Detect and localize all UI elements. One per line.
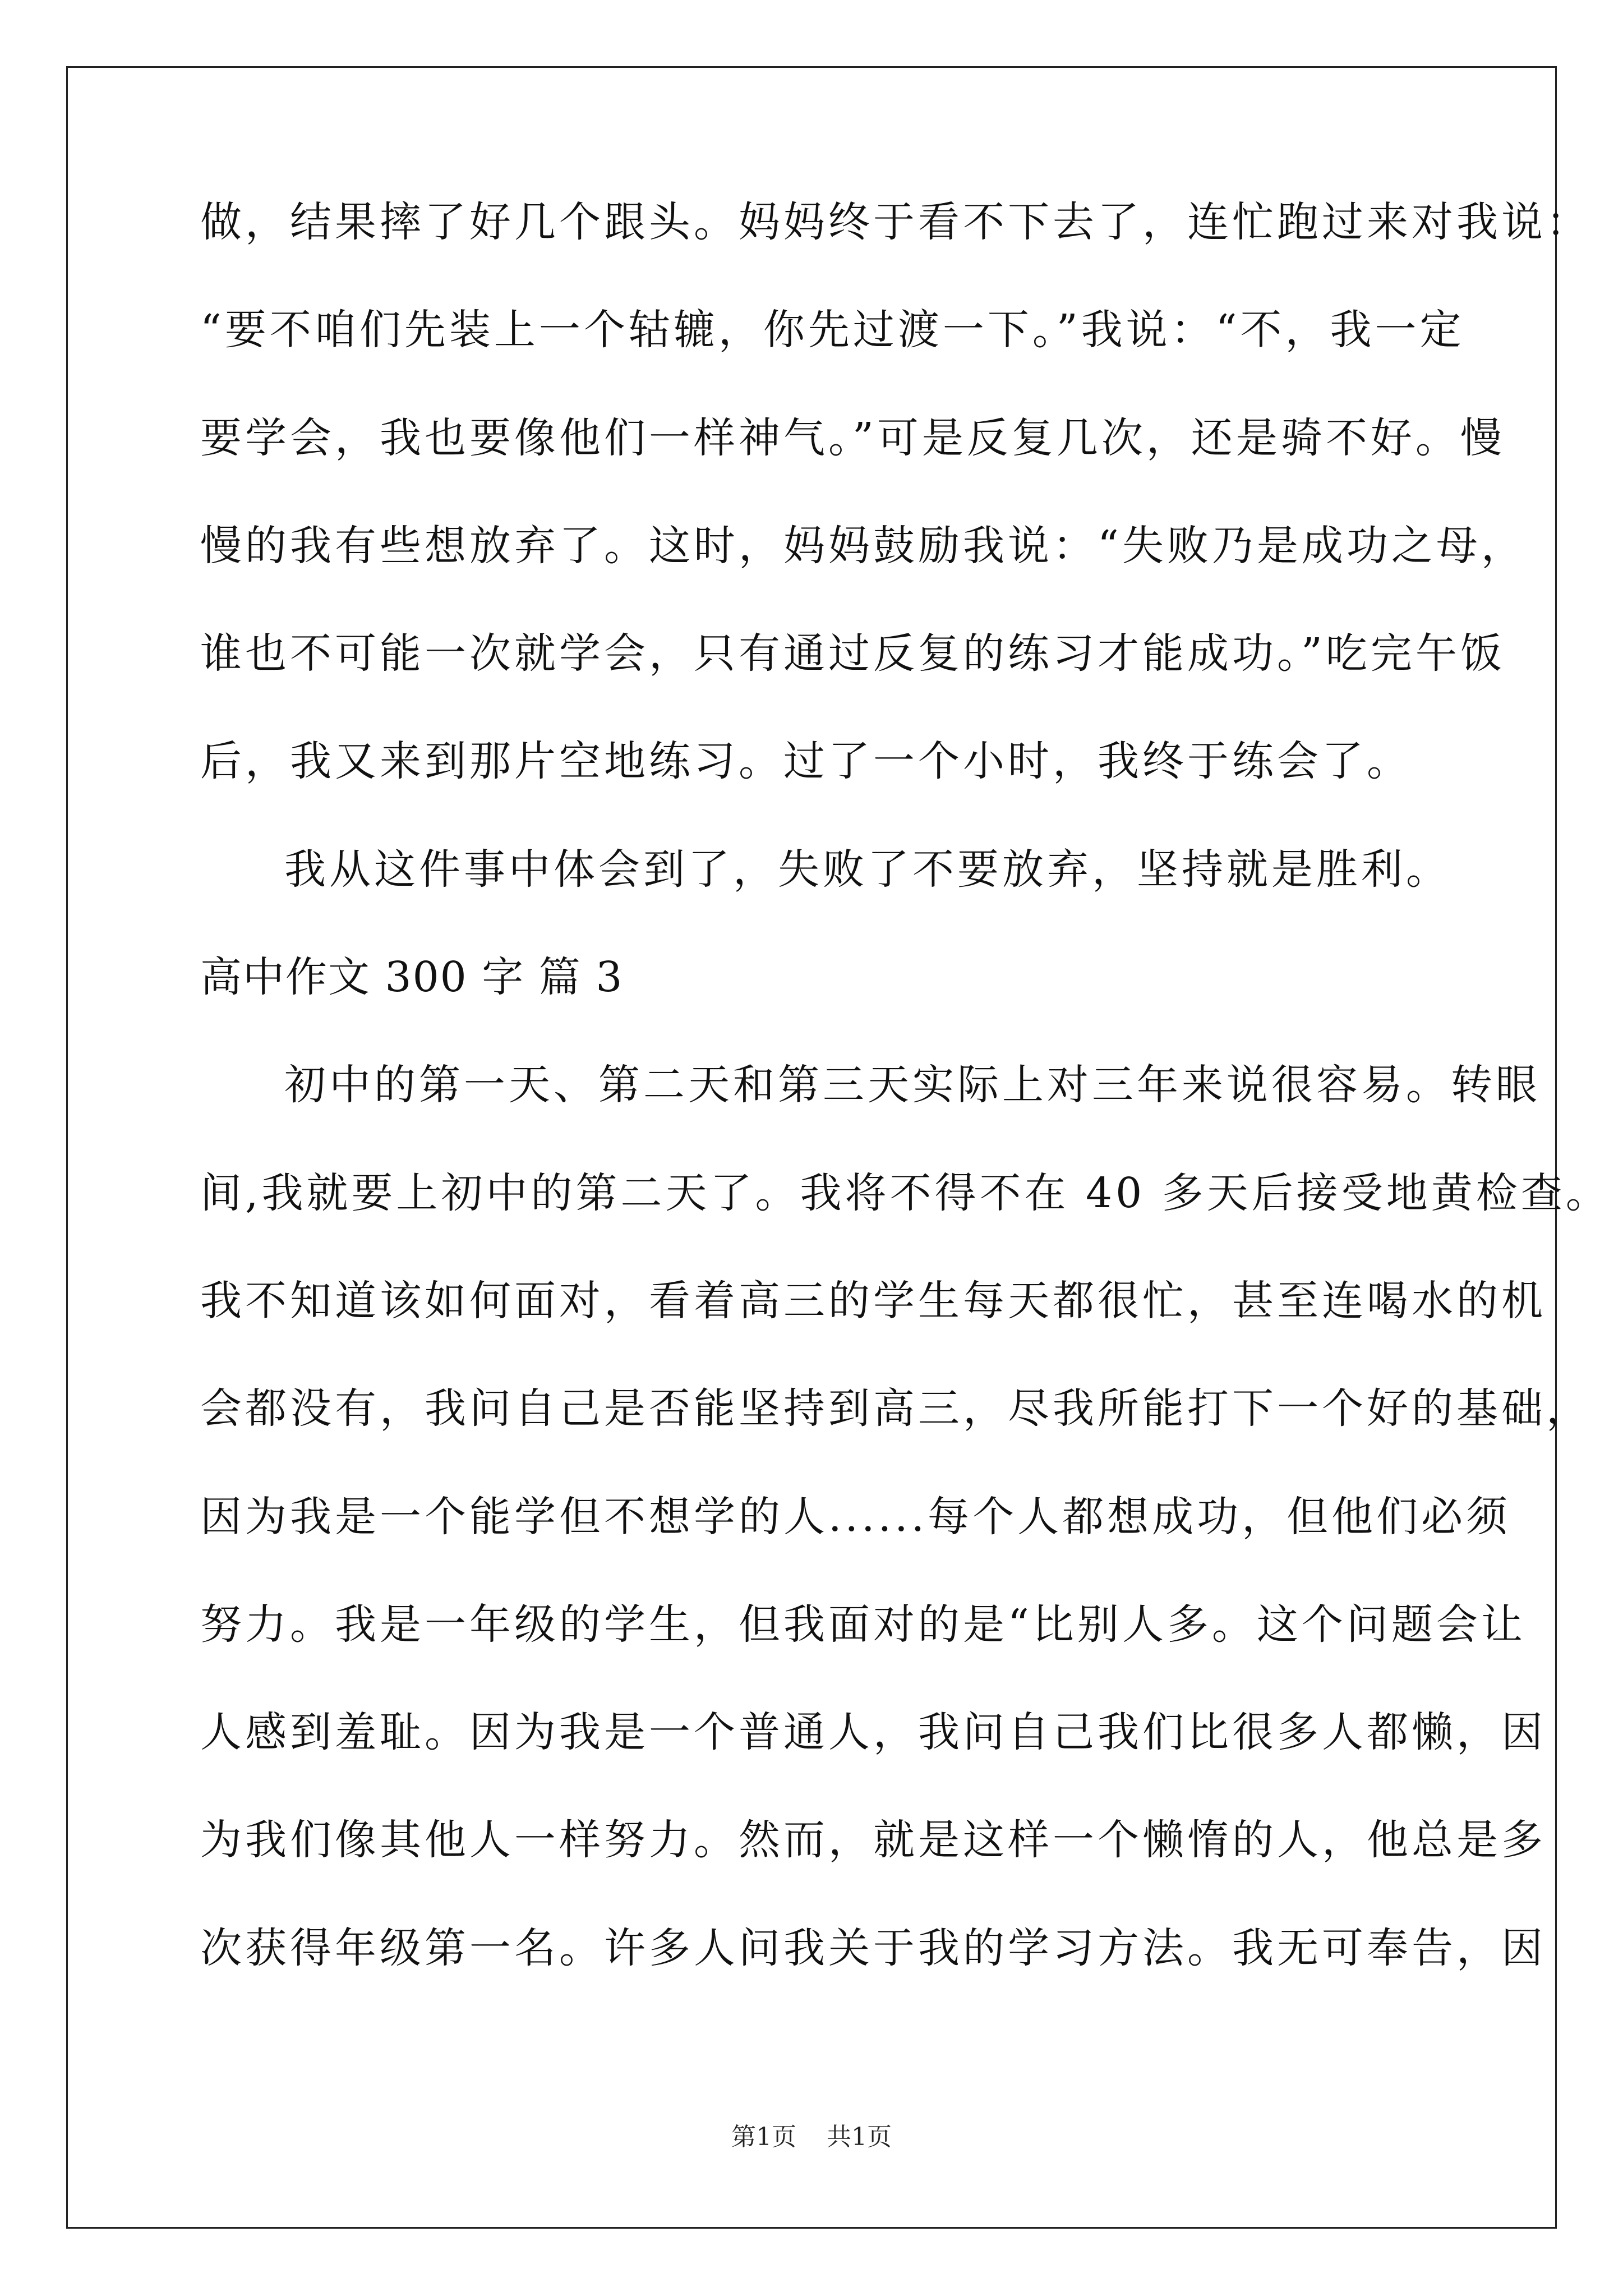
text-line: 努力。我是一年级的学生，但我面对的是“比别人多。这个问题会让	[200, 1600, 1526, 1649]
text-line: 为我们像其他人一样努力。然而，就是这样一个懒惰的人，他总是多	[200, 1816, 1546, 1865]
text-line: 慢的我有些想放弃了。这时，妈妈鼓励我说：“失败乃是成功之母，	[200, 521, 1526, 570]
page-number: 第1页	[731, 2123, 796, 2151]
page-footer	[0, 2120, 1623, 2154]
text-line: 人感到羞耻。因为我是一个普通人，我问自己我们比很多人都懒，因	[200, 1708, 1546, 1757]
text-line: 会都没有，我问自己是否能坚持到高三，尽我所能打下一个好的基础，	[200, 1384, 1591, 1433]
section-heading: 高中作文 300 字 篇 3	[200, 953, 624, 1002]
text-line: 我从这件事中体会到了，失败了不要放弃，坚持就是胜利。	[284, 845, 1451, 894]
text-line: 初中的第一天、第二天和第三天实际上对三年来说很容易。转眼	[284, 1061, 1541, 1110]
text-line: 我不知道该如何面对，看着高三的学生每天都很忙，甚至连喝水的机	[200, 1276, 1546, 1325]
text-line: 间,我就要上初中的第二天了。我将不得不在 40 多天后接受地黄检查。	[200, 1168, 1611, 1217]
text-line: “要不咱们先装上一个轱辘，你先过渡一下。”我说：“不，我一定	[200, 306, 1465, 355]
document-body	[200, 168, 1611, 2002]
text-line: 做，结果摔了好几个跟头。妈妈终于看不下去了，连忙跑过来对我说：	[200, 198, 1591, 246]
page-total: 共1页	[827, 2123, 892, 2151]
text-line: 要学会，我也要像他们一样神气。”可是反复几次，还是骑不好。慢	[200, 413, 1505, 462]
text-line: 次获得年级第一名。许多人问我关于我的学习方法。我无可奉告，因	[200, 1924, 1546, 1972]
text-line: 因为我是一个能学但不想学的人......每个人都想成功，但他们必须	[200, 1492, 1511, 1541]
text-line: 后，我又来到那片空地练习。过了一个小时，我终于练会了。	[200, 737, 1412, 786]
text-line: 谁也不可能一次就学会，只有通过反复的练习才能成功。”吃完午饭	[200, 629, 1505, 678]
